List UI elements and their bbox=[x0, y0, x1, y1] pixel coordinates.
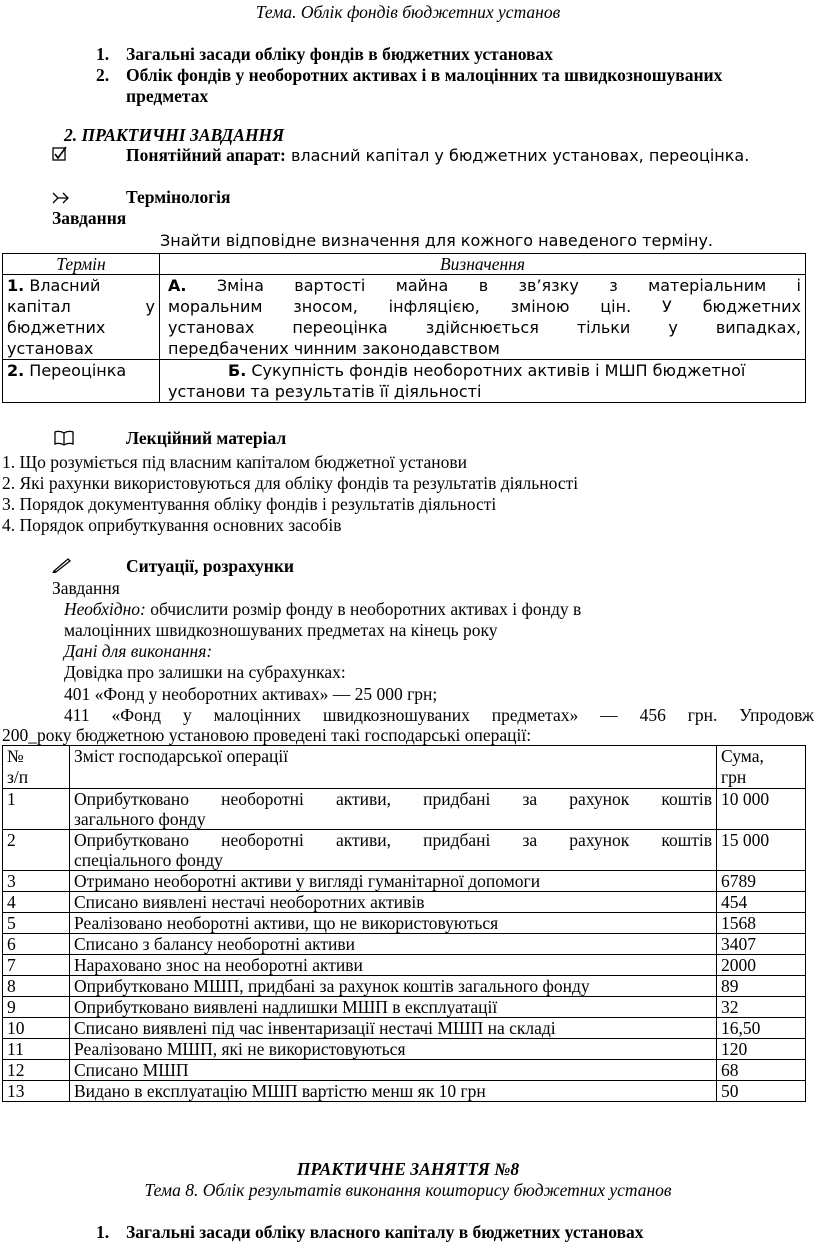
def-line: Б. Сукупність фондів необоротних активів і МШП бюджетної bbox=[228, 361, 746, 380]
terms-table bbox=[2, 253, 806, 403]
def-line: передбачених чинним законодавством bbox=[168, 339, 500, 358]
lesson8-item-num: 1. bbox=[96, 1222, 110, 1242]
pen-icon bbox=[52, 557, 72, 578]
acc-411: 411 «Фонд у малоцінних швидкозношуваних предметах» — 456 грн. Упродовж bbox=[64, 705, 814, 725]
term-cell bbox=[3, 360, 160, 403]
terms-head-def: Визначення bbox=[160, 254, 806, 275]
page-title: Тема. Облік фондів бюджетних установ bbox=[255, 2, 561, 22]
def-cell bbox=[160, 360, 806, 403]
lesson8-theme: Тема 8. Облік результатів виконання кошторису бюджетних установ bbox=[144, 1180, 672, 1200]
lecture-title: Лекційний матеріал bbox=[126, 428, 287, 448]
topic-1-text: Загальні засади обліку фондів в бюджетних установах bbox=[126, 44, 554, 64]
practical-heading: 2. ПРАКТИЧНІ ЗАВДАННЯ bbox=[64, 125, 285, 145]
table-row: 5 Реалізовано необоротні активи, що не використовуються 1568 bbox=[3, 913, 806, 934]
table-row: 9 Оприбутковано виявлені надлишки МШП в експлуатації 32 bbox=[3, 997, 806, 1018]
concept-text: власний капітал у бюджетних установах, переоцінка. bbox=[285, 146, 750, 165]
need-line: Необхідно: обчислити розмір фонду в необоротних активах і фонду в bbox=[64, 599, 582, 619]
ops-head-text: Зміст господарської операції bbox=[70, 746, 717, 789]
term-text: Переоцінка bbox=[24, 361, 127, 380]
def-line: моральним зносом, інфляцією, зміною цін. У бюджетних bbox=[168, 297, 801, 316]
lecture-item: 1. Що розуміється під власним капіталом бюджетної установи bbox=[2, 452, 467, 472]
ops-head-num: № з/п bbox=[3, 746, 70, 789]
term-line: капітал у bbox=[7, 297, 155, 316]
concept-label: Понятійний апарат: bbox=[126, 145, 286, 165]
need-line-2: малоцінних швидкозношуваних предметах на кінець року bbox=[64, 620, 498, 640]
table-row: 13 Видано в експлуатацію МШП вартістю менш як 10 грн 50 bbox=[3, 1081, 806, 1102]
term-line: бюджетних bbox=[7, 318, 106, 337]
def-line: А. Зміна вартості майна в зв’язку з матеріальним і bbox=[168, 276, 801, 295]
lecture-item: 3. Порядок документування обліку фондів і результатів діяльності bbox=[2, 494, 497, 514]
situations-title: Ситуації, розрахунки bbox=[126, 556, 294, 576]
lecture-item: 4. Порядок оприбуткування основних засобів bbox=[2, 515, 342, 535]
lesson8-heading: ПРАКТИЧНЕ ЗАНЯТТЯ №8 bbox=[296, 1159, 520, 1179]
acc-401: 401 «Фонд у необоротних активах» — 25 000 грн; bbox=[64, 684, 438, 704]
book-icon bbox=[54, 430, 74, 451]
def-line: установах переоцінка здійснюється тільки у випадках, bbox=[168, 318, 801, 337]
topic-2-text: Облік фондів у необоротних активах і в малоцінних та швидкозношуваних bbox=[126, 65, 723, 85]
year-line: 200_року бюджетною установою проведені такі господарські операції: bbox=[2, 725, 532, 745]
terms-head-term: Термін bbox=[3, 254, 160, 275]
ref-line: Довідка про залишки на субрахунках: bbox=[64, 662, 346, 682]
table-row: 7 Нараховано знос на необоротні активи 2000 bbox=[3, 955, 806, 976]
term-line bbox=[7, 275, 155, 296]
checkbox-icon bbox=[52, 146, 68, 167]
table-row bbox=[3, 275, 806, 360]
term-text: Власний bbox=[29, 276, 101, 295]
table-row: 10 Списано виявлені під час інвентаризації нестачі МШП на складі 16,50 bbox=[3, 1018, 806, 1039]
task-label: Завдання bbox=[52, 208, 127, 228]
term-num: 1. bbox=[7, 276, 25, 295]
situations-task: Завдання bbox=[52, 578, 120, 598]
table-row: 4 Списано виявлені нестачі необоротних активів 454 bbox=[3, 892, 806, 913]
def-line: установи та результатів її діяльності bbox=[168, 382, 482, 401]
def-cell bbox=[160, 275, 806, 360]
data-label: Дані для виконання: bbox=[64, 641, 213, 661]
table-row: 8 Оприбутковано МШП, придбані за рахунок коштів загального фонду 89 bbox=[3, 976, 806, 997]
arrow-right-icon bbox=[52, 189, 70, 210]
term-line: установах bbox=[7, 339, 94, 358]
term-num: 2. bbox=[7, 361, 25, 380]
def-letter: Б. bbox=[228, 361, 247, 380]
term-cell bbox=[3, 275, 160, 360]
concept-line bbox=[126, 145, 749, 166]
lesson8-item-text: Загальні засади обліку власного капіталу в бюджетних установах bbox=[126, 1222, 644, 1242]
table-row: 11 Реалізовано МШП, які не використовуються 120 bbox=[3, 1039, 806, 1060]
topic-2-num: 2. bbox=[96, 65, 110, 85]
ops-head-sum: Сума, грн bbox=[717, 746, 806, 789]
table-row bbox=[3, 360, 806, 403]
operations-table bbox=[2, 745, 806, 1102]
topic-2-text-cont: предметах bbox=[126, 86, 209, 106]
table-row: 6 Списано з балансу необоротні активи 3407 bbox=[3, 934, 806, 955]
table-row: 2 Оприбутковано необоротні активи, придбані за рахунок коштів спеціального фонду 15 000 bbox=[3, 830, 806, 871]
table-row: 12 Списано МШП 68 bbox=[3, 1060, 806, 1081]
task-text: Знайти відповідне визначення для кожного наведеного терміну. bbox=[160, 231, 713, 250]
table-row: 3 Отримано необоротні активи у вигляді гуманітарної допомоги 6789 bbox=[3, 871, 806, 892]
lecture-item: 2. Які рахунки використовуються для обліку фондів та результатів діяльності bbox=[2, 473, 579, 493]
def-letter: А. bbox=[168, 276, 187, 295]
topic-1-num: 1. bbox=[96, 44, 110, 64]
terminology-heading: Термінологія bbox=[126, 187, 231, 207]
table-row: 1 Оприбутковано необоротні активи, придбані за рахунок коштів загального фонду 10 000 bbox=[3, 789, 806, 830]
